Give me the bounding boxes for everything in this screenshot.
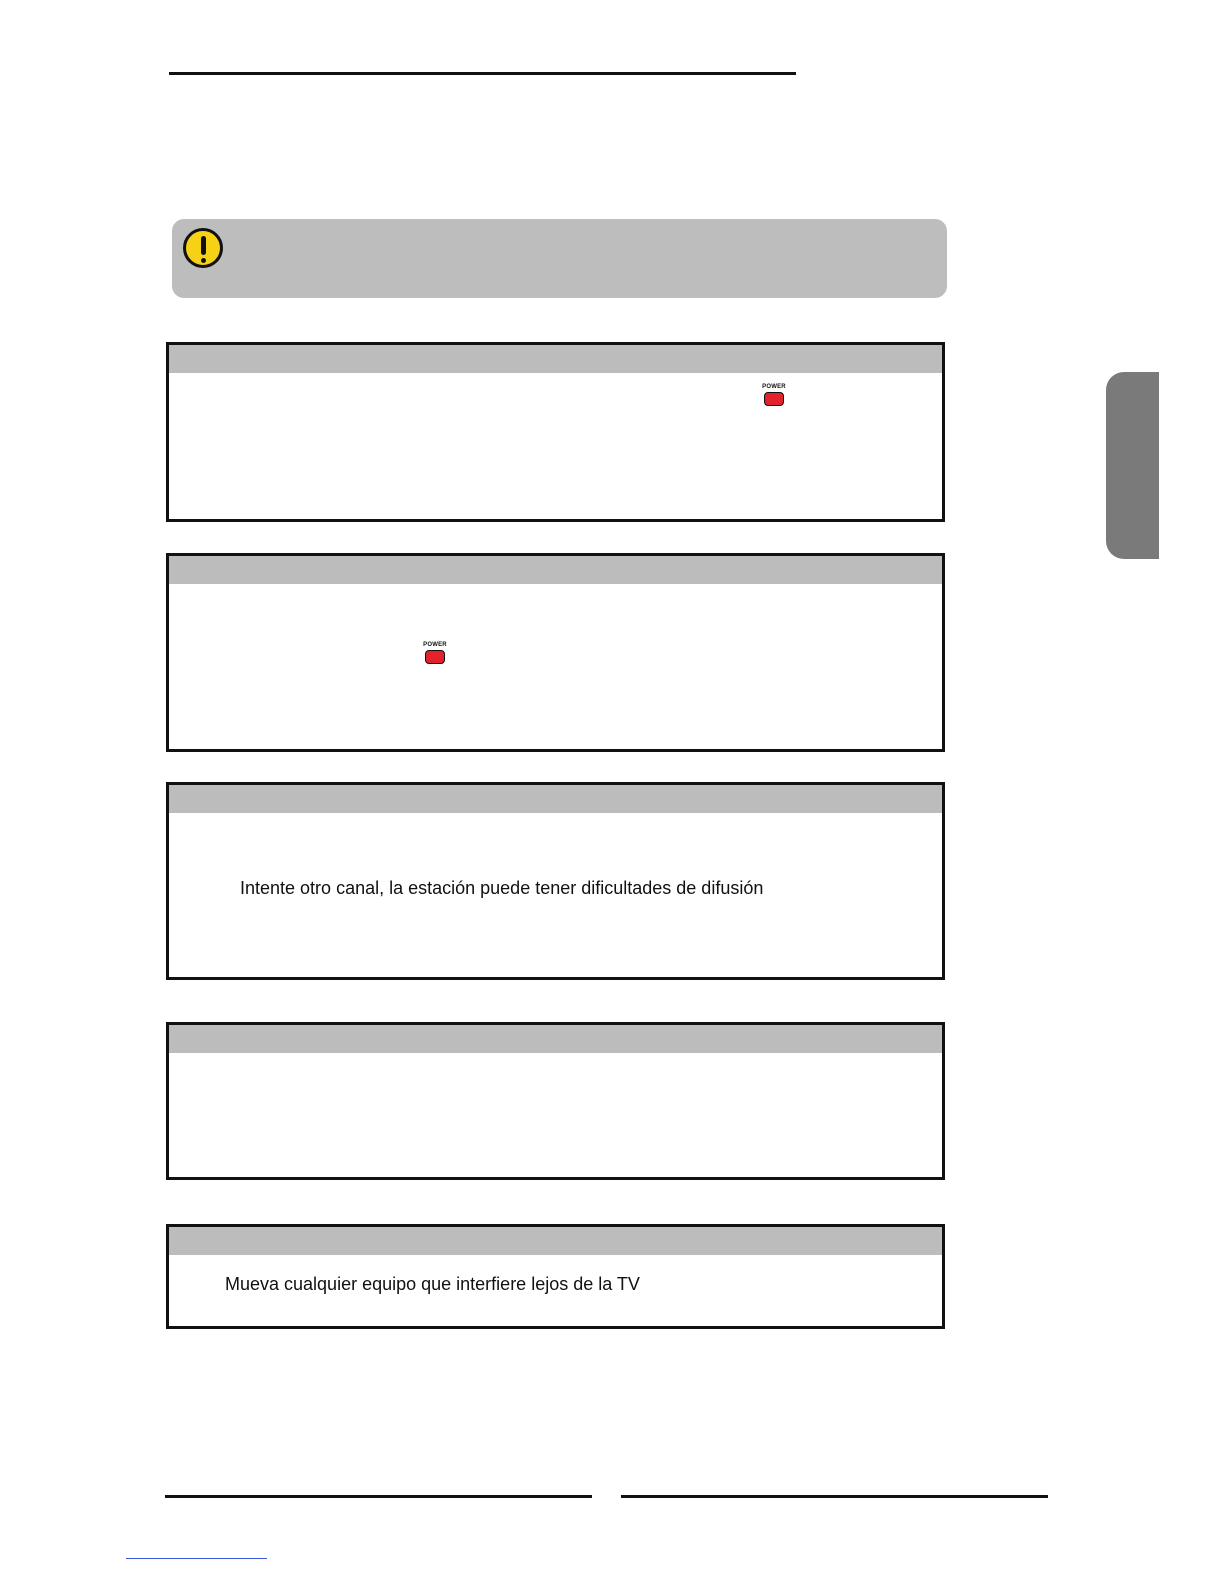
box-header-bar — [169, 556, 942, 584]
footer-rule-right — [621, 1495, 1048, 1498]
power-label: POWER — [762, 384, 786, 390]
box-header-bar — [169, 1025, 942, 1053]
troubleshoot-box-3 — [166, 782, 945, 980]
warning-exclamation-icon — [183, 228, 223, 268]
box-5-text: Mueva cualquier equipo que interfiere lejos de la TV — [225, 1274, 640, 1294]
troubleshoot-box-1 — [166, 342, 945, 522]
troubleshoot-box-4 — [166, 1022, 945, 1180]
footer-link-underline[interactable] — [126, 1558, 267, 1559]
troubleshoot-box-2 — [166, 553, 945, 752]
footer-rule-left — [165, 1495, 592, 1498]
top-rule — [169, 72, 796, 75]
notice-panel — [172, 219, 947, 298]
box-header-bar — [169, 1227, 942, 1255]
power-button-icon — [420, 642, 450, 664]
box-header-bar — [169, 345, 942, 373]
troubleshoot-box-5 — [166, 1224, 945, 1329]
power-label: POWER — [423, 642, 447, 648]
box-3-text: Intente otro canal, la estación puede tener dificultades de difusión — [240, 878, 764, 898]
box-header-bar — [169, 785, 942, 813]
power-button-icon — [759, 384, 789, 406]
section-side-tab — [1106, 372, 1159, 559]
